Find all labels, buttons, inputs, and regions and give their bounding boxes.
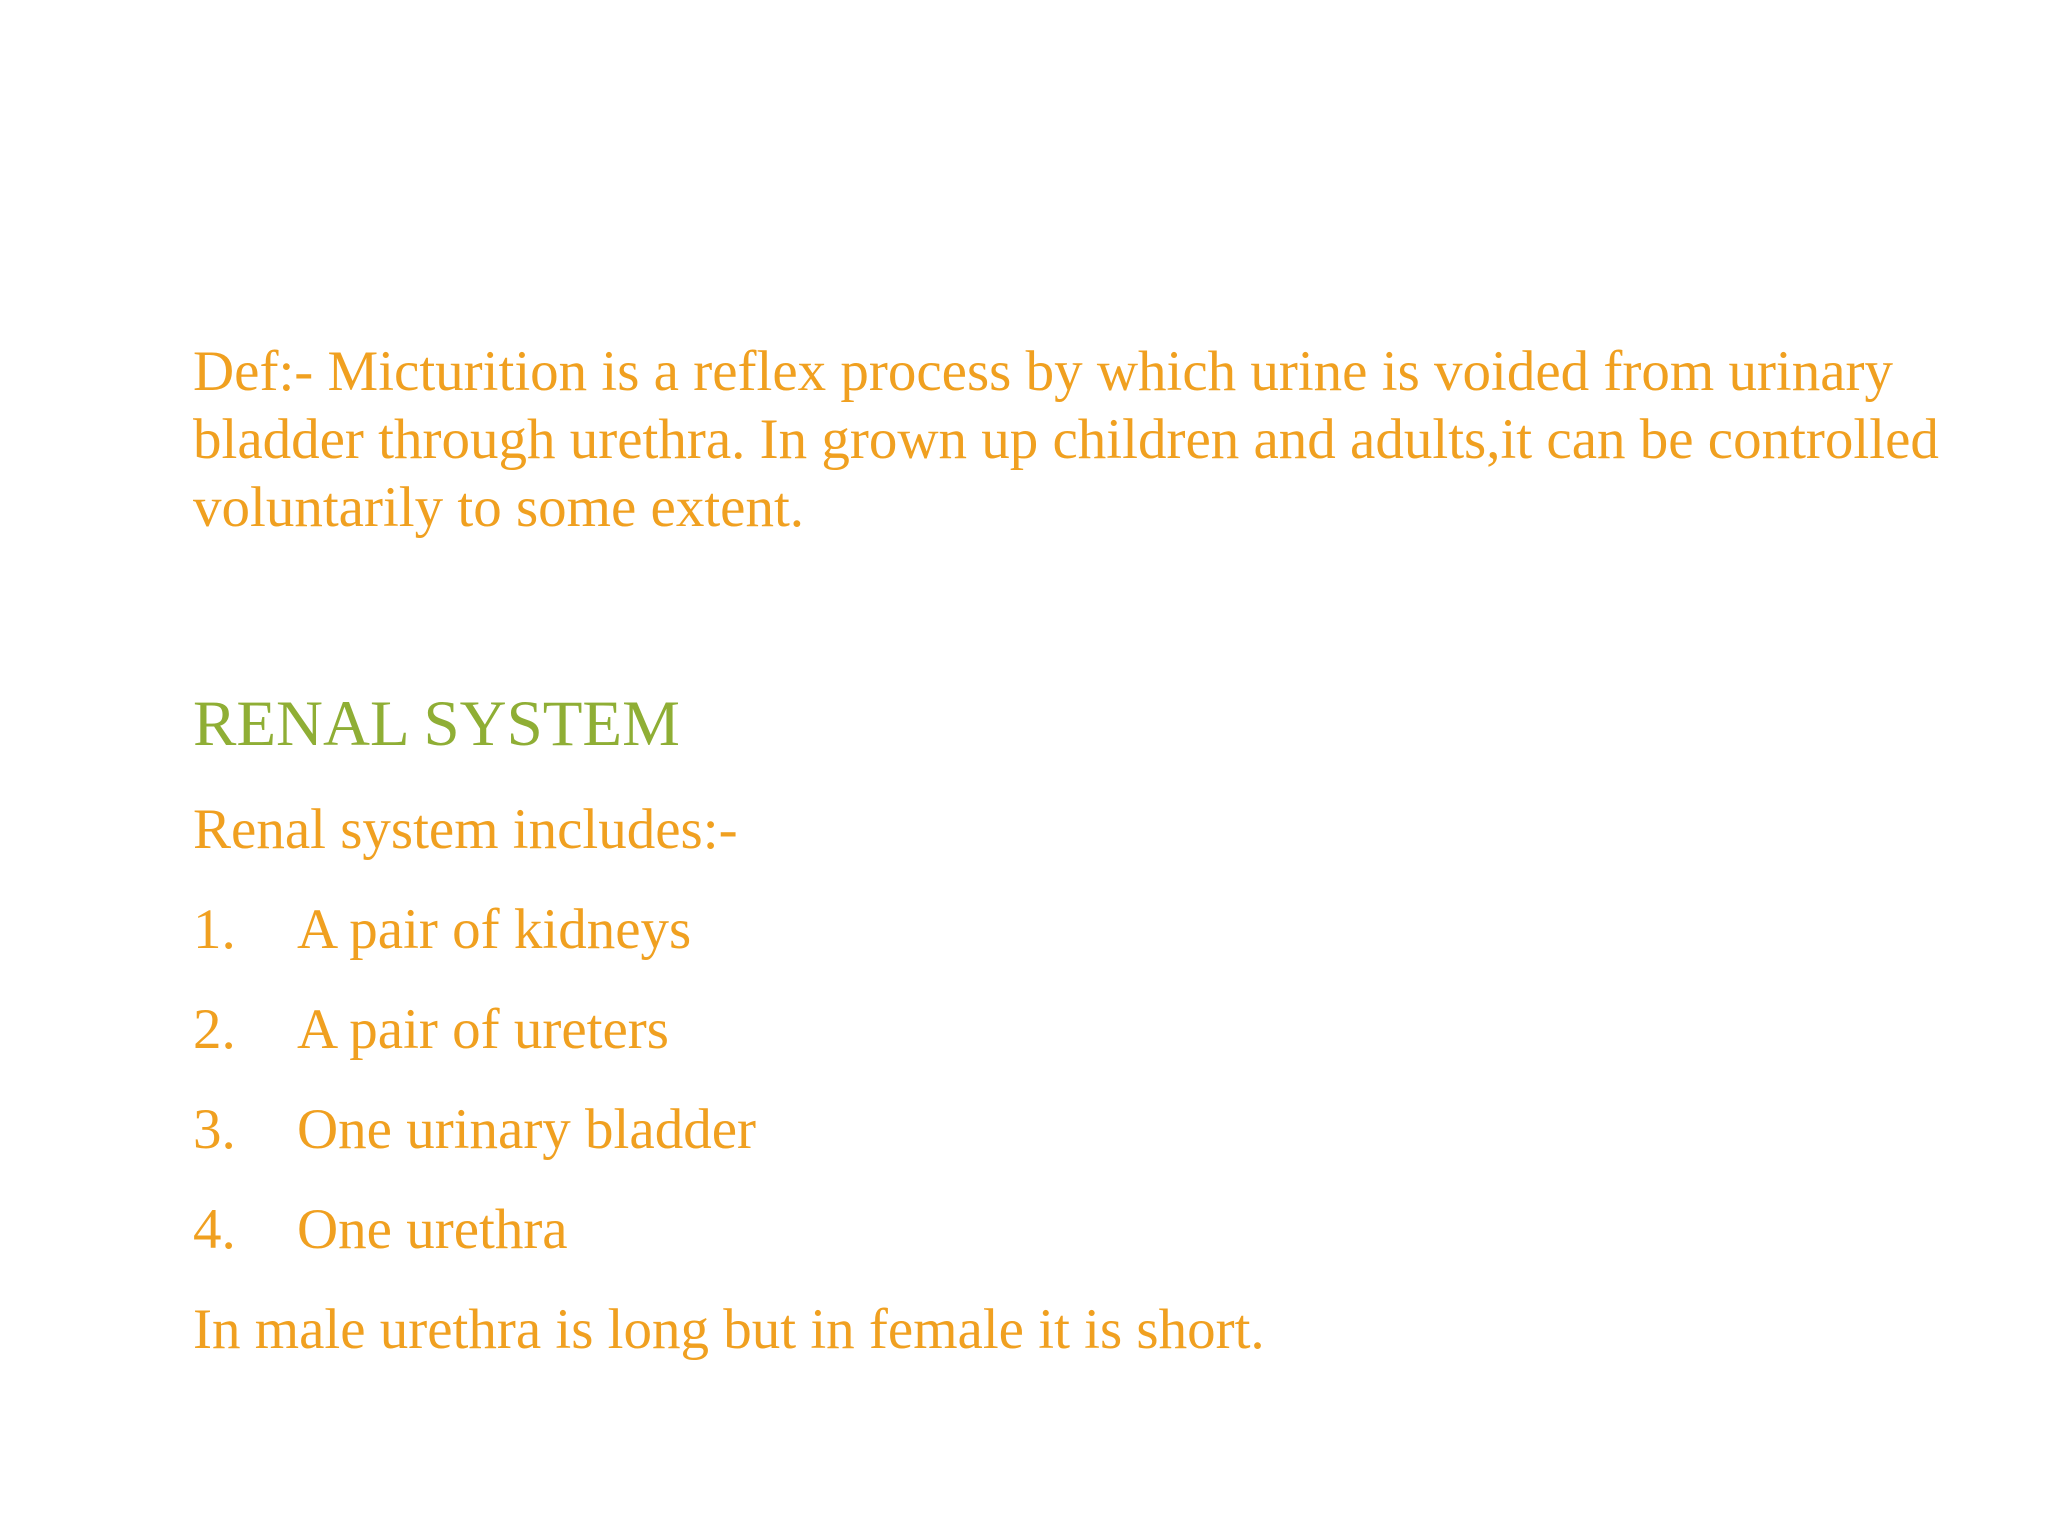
list-item-number: 1. bbox=[193, 898, 236, 961]
list-item bbox=[193, 990, 756, 1090]
list-item-text: One urethra bbox=[297, 1198, 568, 1261]
list-item-text: A pair of kidneys bbox=[297, 898, 692, 961]
closing-sentence: In male urethra is long but in female it is short. bbox=[193, 1298, 1265, 1361]
intro-text: Renal system includes:- bbox=[193, 798, 738, 861]
renal-system-list bbox=[193, 890, 756, 1290]
list-item bbox=[193, 1090, 756, 1190]
list-item-text: A pair of ureters bbox=[297, 998, 669, 1061]
list-item-number: 4. bbox=[193, 1198, 236, 1261]
list-item bbox=[193, 1190, 756, 1290]
list-item bbox=[193, 890, 756, 990]
list-item-text: One urinary bladder bbox=[297, 1098, 756, 1161]
section-heading: RENAL SYSTEM bbox=[193, 688, 680, 760]
definition-paragraph: Def:- Micturition is a reflex process by which urine is voided from urinary bladder through urethra. In grown up children and adults,it can be controlled voluntarily to some extent. bbox=[193, 340, 1939, 539]
list-item-number: 2. bbox=[193, 998, 236, 1061]
list-item-number: 3. bbox=[193, 1098, 236, 1161]
